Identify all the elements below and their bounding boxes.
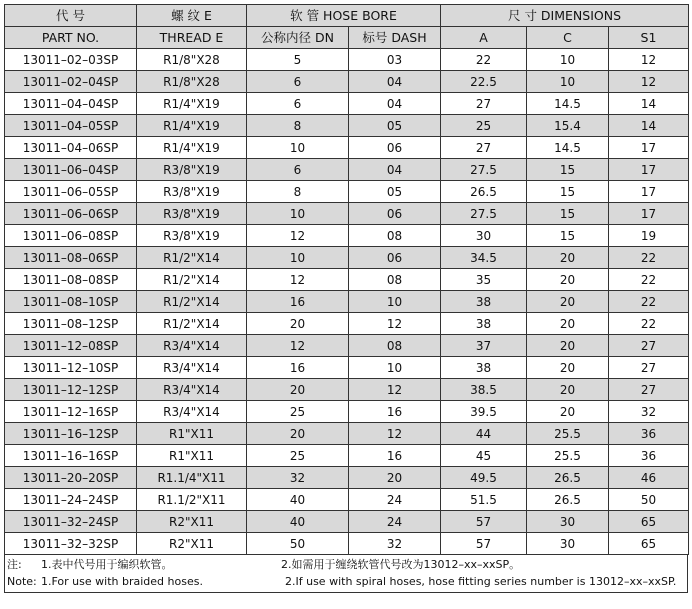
thread-cell: R1/4"X19	[137, 93, 247, 115]
dn-cell: 12	[247, 269, 349, 291]
dim-c-cell: 14.5	[527, 93, 609, 115]
dn-cell: 16	[247, 291, 349, 313]
header-col-s1: S1	[609, 27, 689, 49]
dash-cell: 05	[349, 181, 441, 203]
dn-cell: 40	[247, 489, 349, 511]
table-row	[5, 423, 689, 445]
dim-s1-cell: 19	[609, 225, 689, 247]
note-label-cn: 注:	[7, 558, 22, 571]
dim-a-cell: 26.5	[441, 181, 527, 203]
thread-cell: R1/4"X19	[137, 137, 247, 159]
part-no-cell: 13011–12–10SP	[5, 357, 137, 379]
dim-a-cell: 39.5	[441, 401, 527, 423]
note-label-en: Note:	[7, 575, 37, 588]
dim-s1-cell: 14	[609, 93, 689, 115]
dn-cell: 50	[247, 533, 349, 555]
part-no-cell: 13011–16–16SP	[5, 445, 137, 467]
part-no-cell: 13011–12–12SP	[5, 379, 137, 401]
table-row	[5, 203, 689, 225]
thread-cell: R3/8"X19	[137, 225, 247, 247]
dash-cell: 16	[349, 401, 441, 423]
dim-s1-cell: 12	[609, 71, 689, 93]
part-no-cell: 13011–32–24SP	[5, 511, 137, 533]
dim-a-cell: 57	[441, 511, 527, 533]
part-no-cell: 13011–02–04SP	[5, 71, 137, 93]
thread-cell: R3/4"X14	[137, 357, 247, 379]
dash-cell: 05	[349, 115, 441, 137]
dim-a-cell: 44	[441, 423, 527, 445]
dim-s1-cell: 22	[609, 269, 689, 291]
dim-a-cell: 45	[441, 445, 527, 467]
dim-s1-cell: 17	[609, 137, 689, 159]
dim-c-cell: 10	[527, 49, 609, 71]
dash-cell: 12	[349, 423, 441, 445]
note-en-1: 1.For use with braided hoses.	[41, 575, 203, 588]
dim-a-cell: 22	[441, 49, 527, 71]
thread-cell: R1/8"X28	[137, 49, 247, 71]
dim-a-cell: 27	[441, 93, 527, 115]
part-no-cell: 13011–06–04SP	[5, 159, 137, 181]
dim-c-cell: 15	[527, 225, 609, 247]
dim-s1-cell: 46	[609, 467, 689, 489]
dim-c-cell: 14.5	[527, 137, 609, 159]
dash-cell: 03	[349, 49, 441, 71]
dn-cell: 8	[247, 181, 349, 203]
dash-cell: 06	[349, 203, 441, 225]
table-row	[5, 225, 689, 247]
table-header	[5, 5, 689, 49]
header-dash: 标号 DASH	[349, 27, 441, 49]
dash-cell: 20	[349, 467, 441, 489]
thread-cell: R1.1/4"X11	[137, 467, 247, 489]
table-row	[5, 335, 689, 357]
note-row-en	[5, 573, 687, 590]
thread-cell: R1.1/2"X11	[137, 489, 247, 511]
dim-s1-cell: 22	[609, 247, 689, 269]
dim-c-cell: 15.4	[527, 115, 609, 137]
thread-cell: R3/4"X14	[137, 335, 247, 357]
dim-c-cell: 26.5	[527, 467, 609, 489]
dn-cell: 20	[247, 423, 349, 445]
part-no-cell: 13011–08–08SP	[5, 269, 137, 291]
dim-c-cell: 26.5	[527, 489, 609, 511]
dim-a-cell: 35	[441, 269, 527, 291]
dim-c-cell: 20	[527, 269, 609, 291]
part-no-cell: 13011–08–06SP	[5, 247, 137, 269]
dim-s1-cell: 65	[609, 511, 689, 533]
table-row	[5, 269, 689, 291]
part-no-cell: 13011–20–20SP	[5, 467, 137, 489]
dash-cell: 16	[349, 445, 441, 467]
dim-a-cell: 38	[441, 291, 527, 313]
thread-cell: R1/8"X28	[137, 71, 247, 93]
table-row	[5, 533, 689, 555]
dim-c-cell: 20	[527, 357, 609, 379]
part-no-cell: 13011–24–24SP	[5, 489, 137, 511]
thread-cell: R1/2"X14	[137, 247, 247, 269]
thread-cell: R2"X11	[137, 511, 247, 533]
dim-s1-cell: 27	[609, 335, 689, 357]
dim-s1-cell: 17	[609, 159, 689, 181]
note-row-cn	[5, 556, 687, 573]
dash-cell: 24	[349, 511, 441, 533]
table-row	[5, 313, 689, 335]
dim-s1-cell: 17	[609, 181, 689, 203]
dim-s1-cell: 50	[609, 489, 689, 511]
header-part-no-cn: 代 号	[5, 5, 137, 27]
part-no-cell: 13011–06–06SP	[5, 203, 137, 225]
note-cn-1: 1.表中代号用于编织软管。	[41, 558, 173, 571]
header-col-c: C	[527, 27, 609, 49]
part-no-cell: 13011–04–04SP	[5, 93, 137, 115]
table-row	[5, 181, 689, 203]
part-no-cell: 13011–08–12SP	[5, 313, 137, 335]
dim-c-cell: 15	[527, 159, 609, 181]
dim-c-cell: 30	[527, 511, 609, 533]
dim-a-cell: 38	[441, 313, 527, 335]
dn-cell: 16	[247, 357, 349, 379]
part-no-cell: 13011–12–08SP	[5, 335, 137, 357]
table-row	[5, 49, 689, 71]
dash-cell: 04	[349, 159, 441, 181]
part-no-cell: 13011–04–06SP	[5, 137, 137, 159]
dn-cell: 20	[247, 313, 349, 335]
dim-c-cell: 25.5	[527, 423, 609, 445]
dim-s1-cell: 14	[609, 115, 689, 137]
dim-c-cell: 25.5	[527, 445, 609, 467]
dn-cell: 20	[247, 379, 349, 401]
part-no-cell: 13011–02–03SP	[5, 49, 137, 71]
dim-c-cell: 30	[527, 533, 609, 555]
dim-c-cell: 15	[527, 181, 609, 203]
table-row	[5, 357, 689, 379]
dash-cell: 04	[349, 93, 441, 115]
dim-a-cell: 38	[441, 357, 527, 379]
dim-a-cell: 27	[441, 137, 527, 159]
table-row	[5, 137, 689, 159]
thread-cell: R1/2"X14	[137, 313, 247, 335]
thread-cell: R3/4"X14	[137, 379, 247, 401]
dim-a-cell: 57	[441, 533, 527, 555]
dim-s1-cell: 65	[609, 533, 689, 555]
dim-a-cell: 30	[441, 225, 527, 247]
spec-sheet	[4, 4, 688, 593]
dn-cell: 12	[247, 335, 349, 357]
table-row	[5, 247, 689, 269]
dn-cell: 6	[247, 71, 349, 93]
thread-cell: R1/2"X14	[137, 269, 247, 291]
dash-cell: 08	[349, 335, 441, 357]
table-row	[5, 159, 689, 181]
header-dimensions: 尺 寸 DIMENSIONS	[441, 5, 689, 27]
table-row	[5, 71, 689, 93]
header-part-no-en: PART NO.	[5, 27, 137, 49]
part-no-cell: 13011–12–16SP	[5, 401, 137, 423]
dim-a-cell: 27.5	[441, 203, 527, 225]
dim-a-cell: 27.5	[441, 159, 527, 181]
dim-c-cell: 20	[527, 401, 609, 423]
thread-cell: R2"X11	[137, 533, 247, 555]
dim-a-cell: 51.5	[441, 489, 527, 511]
dim-c-cell: 10	[527, 71, 609, 93]
notes-section	[4, 555, 688, 593]
part-no-cell: 13011–08–10SP	[5, 291, 137, 313]
header-col-a: A	[441, 27, 527, 49]
note-en-2: 2.If use with spiral hoses, hose fitting series number is 13012–xx–xxSP.	[285, 575, 677, 588]
table-row	[5, 115, 689, 137]
dim-c-cell: 20	[527, 313, 609, 335]
dash-cell: 32	[349, 533, 441, 555]
dim-s1-cell: 32	[609, 401, 689, 423]
dn-cell: 10	[247, 247, 349, 269]
note-cn-2: 2.如需用于缠绕软管代号改为13012–xx–xxSP。	[281, 558, 521, 571]
table-row	[5, 511, 689, 533]
thread-cell: R3/8"X19	[137, 181, 247, 203]
dim-a-cell: 38.5	[441, 379, 527, 401]
dim-a-cell: 37	[441, 335, 527, 357]
dn-cell: 6	[247, 93, 349, 115]
dash-cell: 08	[349, 269, 441, 291]
dn-cell: 8	[247, 115, 349, 137]
table-row	[5, 489, 689, 511]
dash-cell: 10	[349, 357, 441, 379]
dim-c-cell: 20	[527, 335, 609, 357]
table-row	[5, 401, 689, 423]
part-no-cell: 13011–32–32SP	[5, 533, 137, 555]
thread-cell: R3/8"X19	[137, 159, 247, 181]
dim-c-cell: 15	[527, 203, 609, 225]
dim-a-cell: 49.5	[441, 467, 527, 489]
dim-s1-cell: 36	[609, 423, 689, 445]
part-no-cell: 13011–06–05SP	[5, 181, 137, 203]
table-body	[5, 49, 689, 555]
dn-cell: 10	[247, 203, 349, 225]
thread-cell: R1/2"X14	[137, 291, 247, 313]
dim-s1-cell: 36	[609, 445, 689, 467]
dash-cell: 12	[349, 379, 441, 401]
thread-cell: R1"X11	[137, 423, 247, 445]
dn-cell: 6	[247, 159, 349, 181]
dash-cell: 04	[349, 71, 441, 93]
part-no-cell: 13011–16–12SP	[5, 423, 137, 445]
dim-s1-cell: 17	[609, 203, 689, 225]
dash-cell: 06	[349, 247, 441, 269]
dim-s1-cell: 22	[609, 291, 689, 313]
dim-c-cell: 20	[527, 379, 609, 401]
header-dn: 公称内径 DN	[247, 27, 349, 49]
dimensions-table	[4, 4, 689, 555]
thread-cell: R1/4"X19	[137, 115, 247, 137]
dim-a-cell: 34.5	[441, 247, 527, 269]
thread-cell: R3/4"X14	[137, 401, 247, 423]
dn-cell: 25	[247, 401, 349, 423]
dash-cell: 08	[349, 225, 441, 247]
header-hose-bore: 软 管 HOSE BORE	[247, 5, 441, 27]
table-row	[5, 467, 689, 489]
dn-cell: 32	[247, 467, 349, 489]
part-no-cell: 13011–04–05SP	[5, 115, 137, 137]
table-row	[5, 445, 689, 467]
dim-s1-cell: 12	[609, 49, 689, 71]
dash-cell: 06	[349, 137, 441, 159]
dn-cell: 40	[247, 511, 349, 533]
dim-c-cell: 20	[527, 247, 609, 269]
dn-cell: 25	[247, 445, 349, 467]
dn-cell: 12	[247, 225, 349, 247]
dim-s1-cell: 27	[609, 357, 689, 379]
dash-cell: 24	[349, 489, 441, 511]
thread-cell: R3/8"X19	[137, 203, 247, 225]
dn-cell: 10	[247, 137, 349, 159]
part-no-cell: 13011–06–08SP	[5, 225, 137, 247]
dim-s1-cell: 22	[609, 313, 689, 335]
dim-c-cell: 20	[527, 291, 609, 313]
header-thread-cn: 螺 纹 E	[137, 5, 247, 27]
dn-cell: 5	[247, 49, 349, 71]
dim-a-cell: 25	[441, 115, 527, 137]
dash-cell: 12	[349, 313, 441, 335]
table-row	[5, 291, 689, 313]
dim-a-cell: 22.5	[441, 71, 527, 93]
dim-s1-cell: 27	[609, 379, 689, 401]
table-row	[5, 93, 689, 115]
header-thread-en: THREAD E	[137, 27, 247, 49]
thread-cell: R1"X11	[137, 445, 247, 467]
dash-cell: 10	[349, 291, 441, 313]
table-row	[5, 379, 689, 401]
